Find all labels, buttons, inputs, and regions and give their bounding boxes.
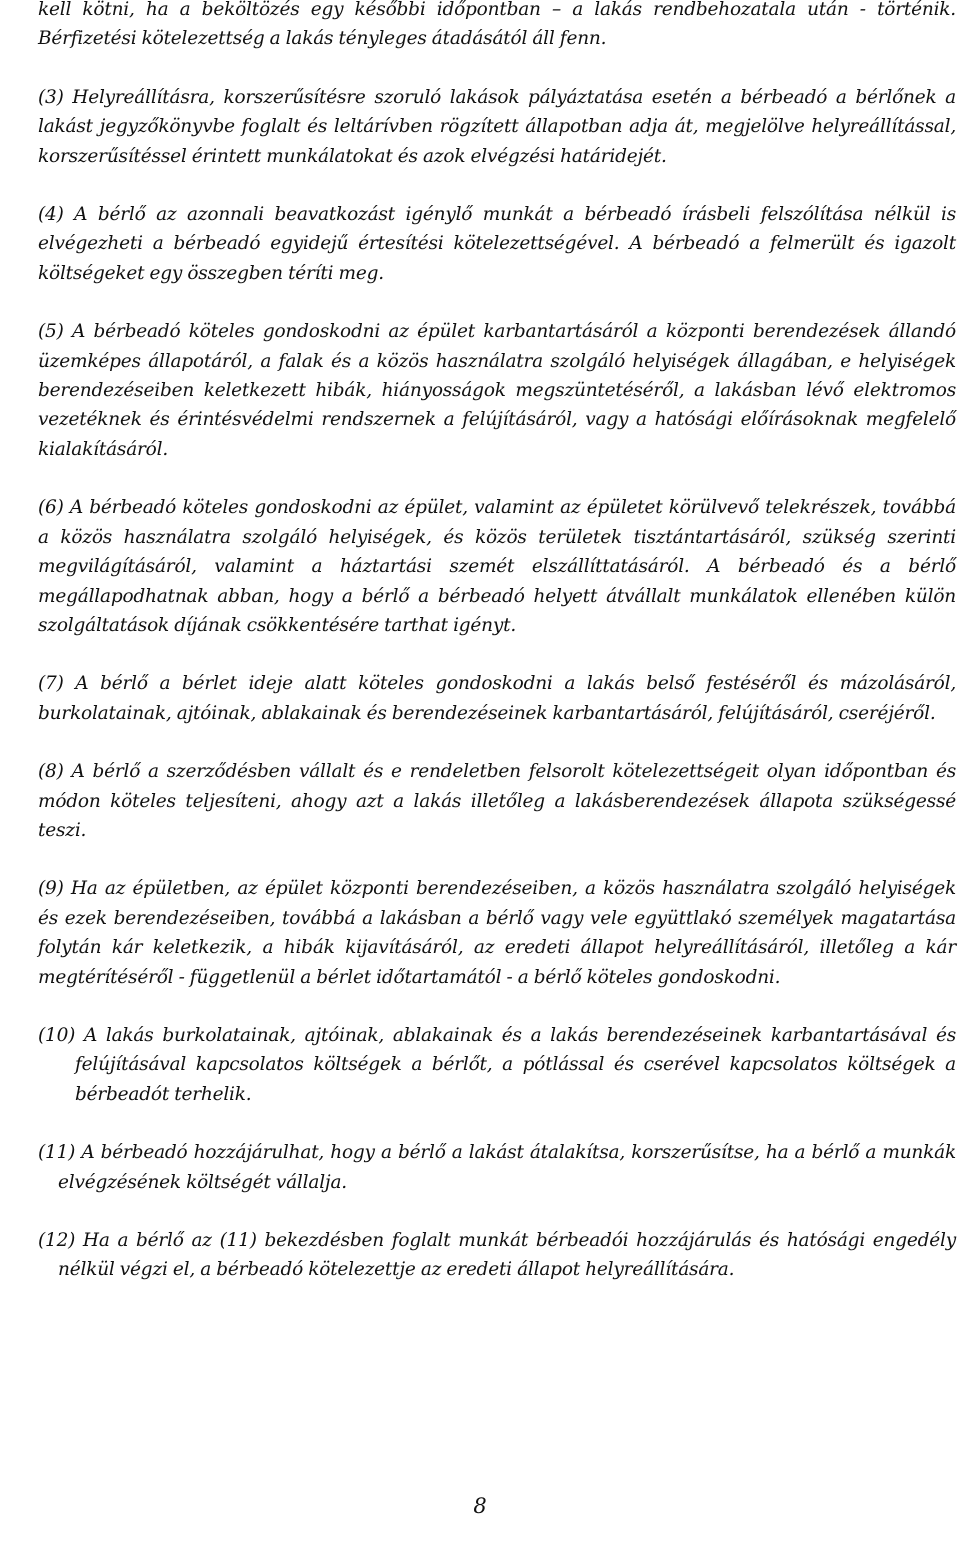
paragraph-10: (10) A lakás burkolatainak, ajtóinak, ablakainak és a lakás berendezéseinek karbantartásával és felújításával kapcsolatos költségek a bérlőt, a pótlással és cserével kapcsolatos költségek a bérbeadót terhelik. — [38, 1024, 956, 1105]
paragraph-3: (3) Helyreállításra, korszerűsítésre szoruló lakások pályáztatása esetén a bérbeadó a bérlőnek a lakást jegyzőkönyvbe foglalt és leltárívben rögzített állapotban adja át, megjelölve helyreállítással, korszerűsítéssel érintett munkálatokat és azok elvégzési határidejét. — [38, 86, 956, 167]
paragraph-continuation: kell kötni, ha a beköltözés egy későbbi időpontban – a lakás rendbehozatala után - történik. Bérfizetési kötelezettség a lakás tényleges átadásától áll fenn. — [38, 0, 956, 50]
paragraph-12: (12) Ha a bérlő az (11) bekezdésben foglalt munkát bérbeadói hozzájárulás és hatósági engedély nélkül végzi el, a bérbeadó kötelezettje az eredeti állapot helyreállítására. — [38, 1230, 956, 1281]
paragraph-11: (11) A bérbeadó hozzájárulhat, hogy a bérlő a lakást átalakítsa, korszerűsítse, ha a bérlő a munkák elvégzésének költségét vállalja. — [38, 1142, 956, 1193]
paragraph-7: (7) A bérlő a bérlet ideje alatt köteles gondoskodni a lakás belső festéséről és mázolásáról, burkolatainak, ajtóinak, ablakainak és berendezéseinek karbantartásáról, felújításáról, cseréjéről. — [38, 673, 956, 724]
paragraph-5: (5) A bérbeadó köteles gondoskodni az épület karbantartásáról a központi berendezések állandó üzemképes állapotáról, a falak és a közös használatra szolgáló helyiségek állagában, e helyiségek berendezéseiben keletkezett hibák, hiányosságok megszüntetéséről, a lakásban lévő elektromos vezetéknek és érintésvédelmi rendszernek a felújításáról, vagy a hatósági előírásoknak megfelelő kialakításáról. — [38, 321, 956, 460]
paragraph-8: (8) A bérlő a szerződésben vállalt és e rendeletben felsorolt kötelezettségeit olyan időpontban és módon köteles teljesíteni, ahogy azt a lakás illetőleg a lakásberendezések állapota szükségessé teszi. — [38, 761, 956, 841]
document-page — [38, 0, 956, 1314]
page-number: 8 — [473, 1494, 487, 1518]
paragraph-6: (6) A bérbeadó köteles gondoskodni az épület, valamint az épületet körülvevő telekrészek, továbbá a közös használatra szolgáló helyiségek, és közös területek tisztántartásáról, szükség szerinti megvilágításáról, valamint a háztartási szemét elszállíttatásáról. A bérbeadó és a bérlő megállapodhatnak abban, hogy a bérlő a bérbeadó helyett átvállalt munkálatok ellenében külön szolgáltatások díjának csökkentésére tarthat igényt. — [38, 497, 956, 636]
paragraph-9: (9) Ha az épületben, az épület központi berendezéseiben, a közös használatra szolgáló helyiségek és ezek berendezéseiben, továbbá a lakásban a bérlő vagy vele együttlakó személyek magatartása folytán kár keletkezik, a hibák kijavításáról, az eredeti állapot helyreállításáról, illetőleg a kár megtérítéséről - függetlenül a bérlet időtartamától - a bérlő köteles gondoskodni. — [38, 878, 956, 988]
paragraph-4: (4) A bérlő az azonnali beavatkozást igénylő munkát a bérbeadó írásbeli felszólítása nélkül is elvégezheti a bérbeadó egyidejű értesítési kötelezettségével. A bérbeadó a felmerült és igazolt költségeket egy összegben téríti meg. — [38, 204, 956, 284]
